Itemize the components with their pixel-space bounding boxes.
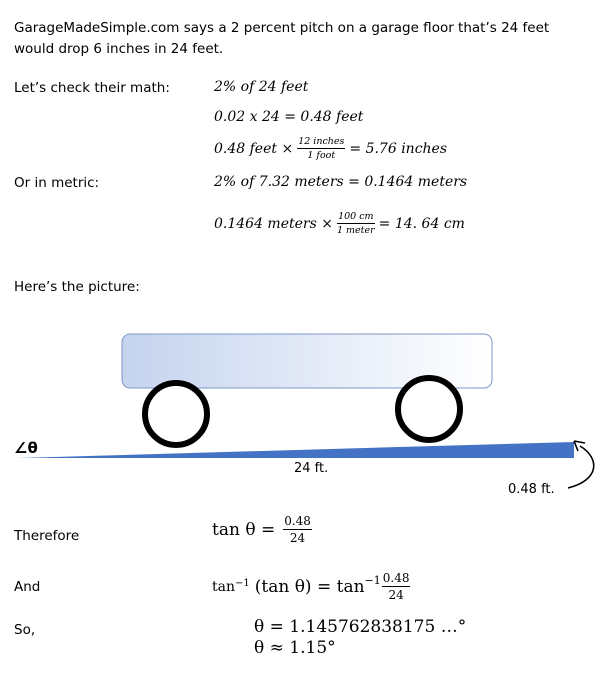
fraction-numerator: 12 inches [298,136,345,147]
picture-label: Here’s the picture: [14,279,140,295]
angle-label: ∠θ [14,439,38,457]
car-front-wheel [145,383,207,445]
math-line-3 [214,136,447,161]
metric-line-1: 2% of 7.32 meters = 0.1464 meters [214,174,468,190]
math-line-3-left: 0.48 feet × [214,140,294,157]
math-line-2: 0.02 x 24 = 0.48 feet [214,109,364,125]
therefore-label: Therefore [14,528,80,544]
intro-text: GarageMadeSimple.com says a 2 percent pitch on a garage floor that’s 24 feet would drop 6 inches in 24 feet. [14,20,550,57]
arctan-fraction [382,571,411,602]
inverse-exponent-2: −1 [364,574,381,587]
metric-line-2-right: = 14. 64 cm [378,215,465,232]
theta-approx: θ ≈ 1.15° [254,638,336,658]
fraction-numerator: 100 cm [338,211,374,222]
cm-fraction [337,211,375,236]
fraction-denominator: 1 foot [307,150,336,161]
fraction-denominator: 24 [388,588,404,602]
arctan-left: tan [212,578,235,595]
tan-equation [212,514,316,545]
fraction-numerator: 0.48 [382,571,410,585]
metric-label: Or in metric: [14,175,100,191]
arctan-equation [212,571,414,602]
metric-line-2 [214,211,465,236]
metric-line-2-left: 0.1464 meters × [214,215,333,232]
inches-fraction [297,136,345,161]
drop-label: 0.48 ft. [508,482,555,497]
so-label: So, [14,622,36,638]
arctan-mid: (tan θ) = tan [254,576,365,597]
tan-left: tan θ = [212,519,276,540]
math-line-3-right: = 5.76 inches [349,140,448,157]
theta-exact: θ = 1.145762838175 …° [254,617,467,637]
math-line-1: 2% of 24 feet [214,79,309,95]
fraction-denominator: 24 [289,531,306,545]
and-label: And [14,579,41,595]
car-rear-wheel [398,378,460,440]
fraction-numerator: 0.48 [284,514,311,528]
length-label: 24 ft. [294,461,329,476]
check-label: Let’s check their math: [14,80,170,96]
floor-slope [18,442,574,458]
tan-fraction [283,514,312,545]
garage-diagram [0,300,602,510]
inverse-exponent: −1 [235,578,250,589]
fraction-denominator: 1 meter [336,225,375,236]
arrow-head-icon [574,441,585,451]
